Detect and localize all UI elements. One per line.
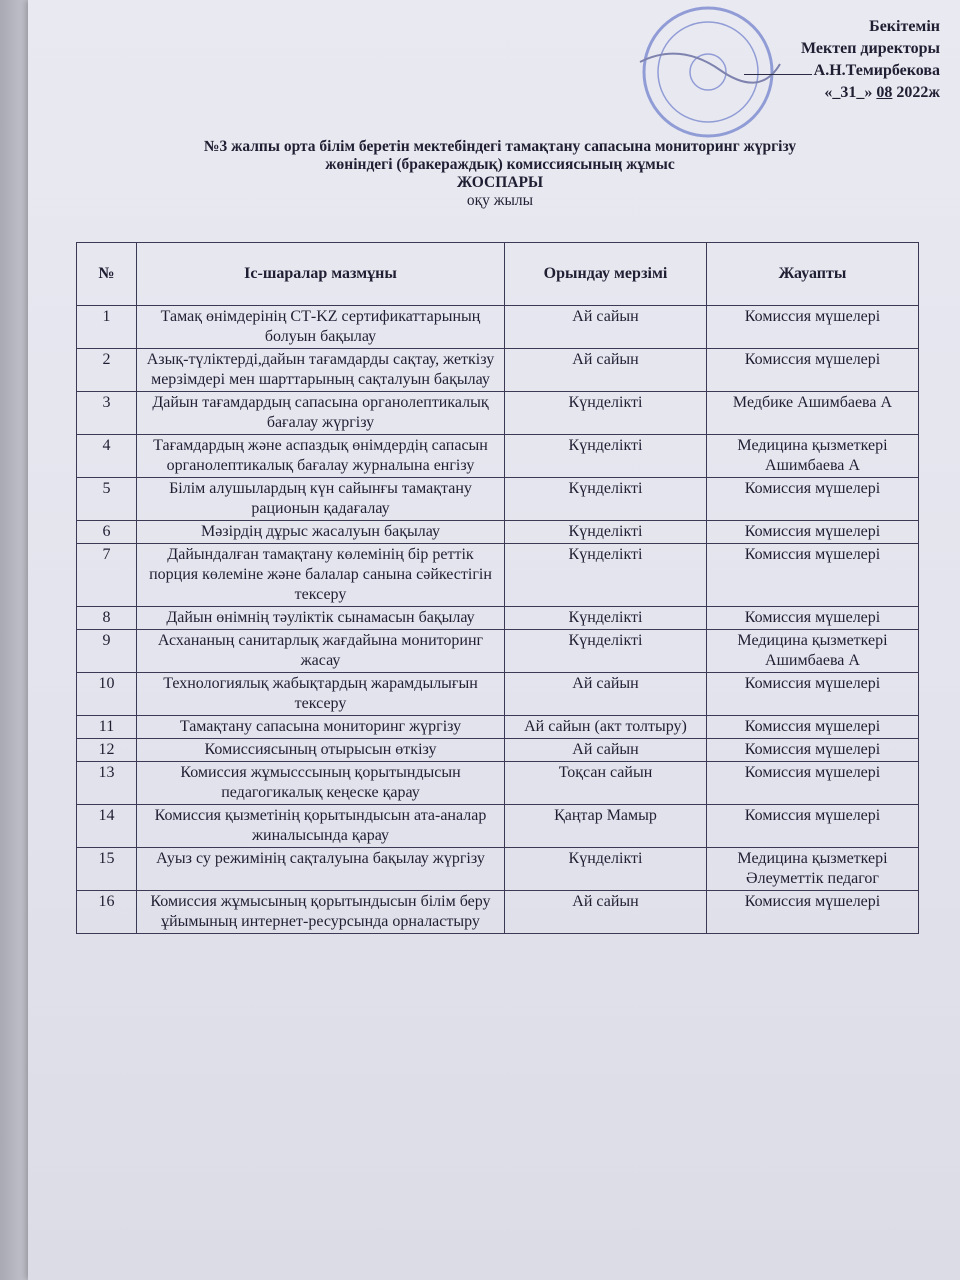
row-number: 8: [77, 607, 137, 630]
row-responsible: Медбике Ашимбаева А: [707, 392, 919, 435]
row-responsible: Медицина қызметкері Ашимбаева А: [707, 435, 919, 478]
row-responsible: Медицина қызметкері Ашимбаева А: [707, 630, 919, 673]
row-responsible: Комиссия мүшелері: [707, 805, 919, 848]
row-responsible: Медицина қызметкері Әлеуметтік педагог: [707, 848, 919, 891]
row-deadline: Тоқсан сайын: [505, 762, 707, 805]
row-number: 3: [77, 392, 137, 435]
row-responsible: Комиссия мүшелері: [707, 891, 919, 934]
approval-name: А.Н.Темирбекова: [813, 62, 940, 79]
row-deadline: Күнделікті: [505, 544, 707, 607]
row-task: Тағамдардың және аспаздық өнімдердің сапасын органолептикалық бағалау журналына енгізу: [137, 435, 505, 478]
row-deadline: Күнделікті: [505, 848, 707, 891]
row-deadline: Қаңтар Мамыр: [505, 805, 707, 848]
row-number: 10: [77, 673, 137, 716]
row-number: 6: [77, 521, 137, 544]
approval-title: Бекітемін: [869, 18, 940, 35]
row-number: 13: [77, 762, 137, 805]
heading-line-1: №3 жалпы орта білім беретін мектебіндегі тамақтану сапасына мониторинг жүргізу: [203, 138, 797, 155]
row-task: Комиссия жұмысының қорытындысын білім беру ұйымының интернет-ресурсында орналастыру: [137, 891, 505, 934]
table-row: [77, 544, 919, 607]
approval-name-line: [660, 60, 940, 82]
row-responsible: Комиссия мүшелері: [707, 544, 919, 607]
approval-position: Мектеп директоры: [801, 40, 940, 57]
table-row: [77, 478, 919, 521]
row-responsible: Комиссия мүшелері: [707, 478, 919, 521]
row-number: 14: [77, 805, 137, 848]
table-row: [77, 435, 919, 478]
table-row: [77, 306, 919, 349]
row-deadline: Күнделікті: [505, 630, 707, 673]
row-responsible: Комиссия мүшелері: [707, 607, 919, 630]
row-task: Дайын тағамдардың сапасына органолептикалық бағалау жүргізу: [137, 392, 505, 435]
row-task: Комиссия қызметінің қорытындысын ата-аналар жиналысында қарау: [137, 805, 505, 848]
row-task: Комиссиясының отырысын өткізу: [137, 739, 505, 762]
row-deadline: Ай сайын: [505, 891, 707, 934]
row-responsible: Комиссия мүшелері: [707, 349, 919, 392]
row-deadline: Күнделікті: [505, 607, 707, 630]
approval-date: [660, 82, 940, 104]
table-row: [77, 716, 919, 739]
row-number: 16: [77, 891, 137, 934]
approval-date-day: «_31_»: [824, 84, 873, 101]
row-number: 12: [77, 739, 137, 762]
row-responsible: Комиссия мүшелері: [707, 739, 919, 762]
row-task: Мәзірдің дұрыс жасалуын бақылау: [137, 521, 505, 544]
approval-block: [660, 16, 940, 104]
row-task: Комиссия жұмысссының қорытындысын педагогикалық кеңеске қарау: [137, 762, 505, 805]
row-responsible: Комиссия мүшелері: [707, 306, 919, 349]
table-row: [77, 891, 919, 934]
heading-line-2: жөніндегі (бракераждық) комиссиясының жұмыс: [325, 156, 675, 173]
row-deadline: Күнделікті: [505, 521, 707, 544]
row-responsible: Комиссия мүшелері: [707, 762, 919, 805]
table-row: [77, 848, 919, 891]
table-row: [77, 392, 919, 435]
row-deadline: Ай сайын: [505, 739, 707, 762]
row-responsible: Комиссия мүшелері: [707, 521, 919, 544]
heading-line-3: ЖОСПАРЫ: [456, 174, 544, 191]
row-task: Технологиялық жабықтардың жарамдылығын тексеру: [137, 673, 505, 716]
table-row: [77, 349, 919, 392]
row-deadline: Күнделікті: [505, 435, 707, 478]
row-responsible: Комиссия мүшелері: [707, 673, 919, 716]
row-deadline: Күнделікті: [505, 392, 707, 435]
header-deadline: Орындау мерзімі: [505, 243, 707, 306]
row-task: Дайындалған тамақтану көлемінің бір реттік порция көлеміне және балалар санына сәйкестігін тексеру: [137, 544, 505, 607]
table-row: [77, 805, 919, 848]
row-responsible: Комиссия мүшелері: [707, 716, 919, 739]
row-number: 11: [77, 716, 137, 739]
plan-table: [76, 242, 919, 934]
table-header-row: [77, 243, 919, 306]
row-task: Асхананың санитарлық жағдайына мониторинг жасау: [137, 630, 505, 673]
row-task: Дайын өнімнің тәуліктік сынамасын бақылау: [137, 607, 505, 630]
row-number: 4: [77, 435, 137, 478]
row-deadline: Ай сайын: [505, 306, 707, 349]
row-number: 1: [77, 306, 137, 349]
row-task: Тамақ өнімдерінің СТ-KZ сертификаттарының болуын бақылау: [137, 306, 505, 349]
row-task: Ауыз су режимінің сақталуына бақылау жүргізу: [137, 848, 505, 891]
header-task: Іс-шаралар мазмұны: [137, 243, 505, 306]
row-deadline: Ай сайын (акт толтыру): [505, 716, 707, 739]
row-deadline: Ай сайын: [505, 673, 707, 716]
row-task: Тамақтану сапасына мониторинг жүргізу: [137, 716, 505, 739]
row-number: 15: [77, 848, 137, 891]
row-number: 2: [77, 349, 137, 392]
approval-date-month: 08: [876, 84, 893, 101]
table-row: [77, 521, 919, 544]
table-row: [77, 739, 919, 762]
row-deadline: Ай сайын: [505, 349, 707, 392]
approval-year: 2022ж: [896, 84, 940, 101]
table-row: [77, 762, 919, 805]
row-task: Азық-түліктерді,дайын тағамдарды сақтау, жеткізу мерзімдері мен шарттарының сақталуын бақылау: [137, 349, 505, 392]
heading-line-4: оқу жылы: [466, 192, 534, 209]
row-number: 7: [77, 544, 137, 607]
table-row: [77, 673, 919, 716]
header-responsible: Жауапты: [707, 243, 919, 306]
table-row: [77, 630, 919, 673]
header-number: №: [77, 243, 137, 306]
table-row: [77, 607, 919, 630]
page-edge: [0, 0, 28, 1280]
row-task: Білім алушылардың күн сайынғы тамақтану рационын қадағалау: [137, 478, 505, 521]
signature-line: [744, 60, 812, 75]
row-number: 5: [77, 478, 137, 521]
row-deadline: Күнделікті: [505, 478, 707, 521]
document-heading: [80, 138, 920, 210]
row-number: 9: [77, 630, 137, 673]
